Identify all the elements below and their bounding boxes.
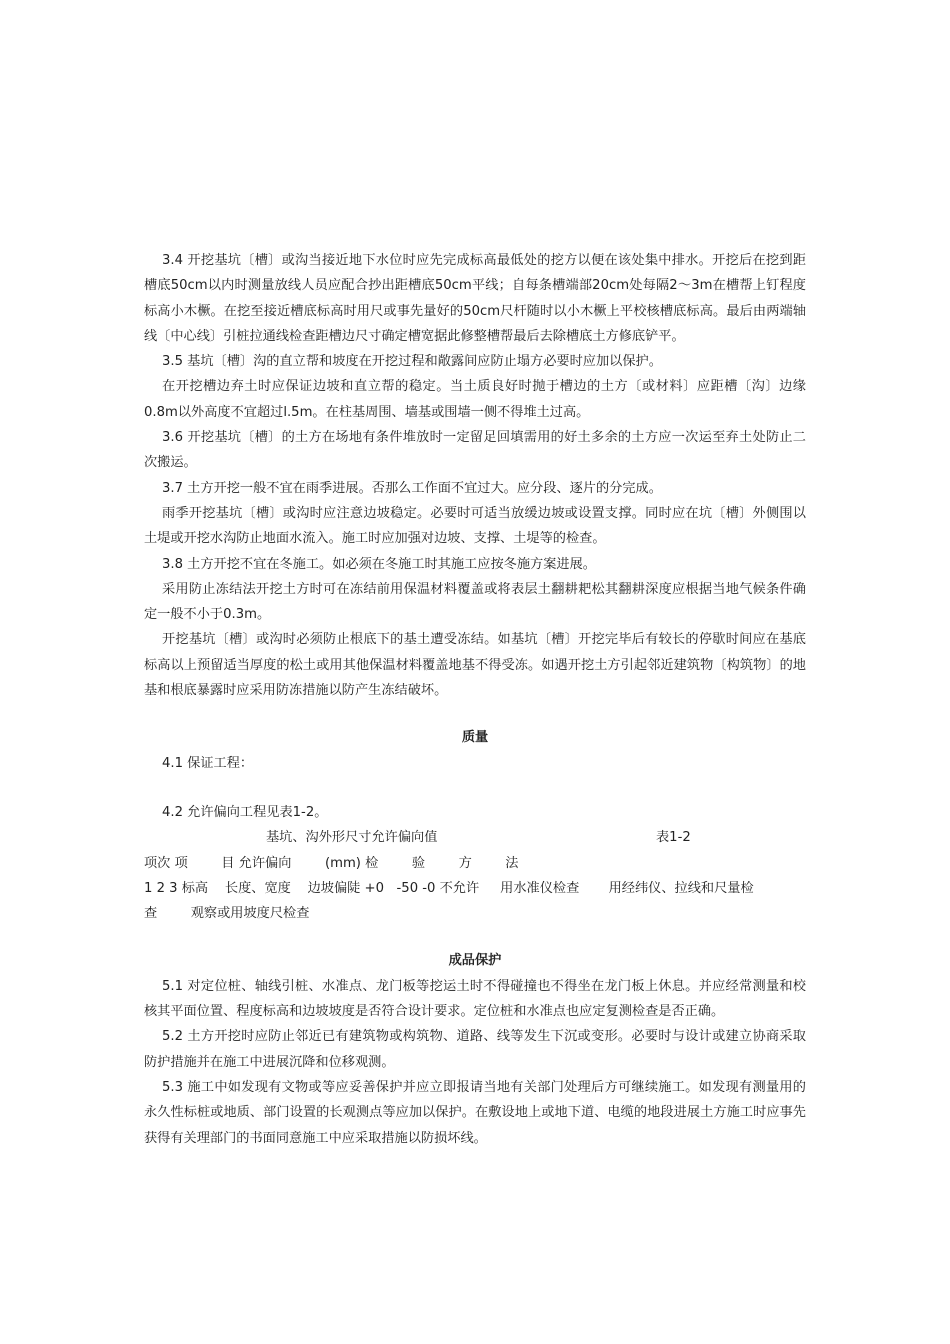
paragraph-3-4: 3.4 开挖基坑〔槽〕或沟当接近地下水位时应先完成标高最低处的挖方以便在该处集中排水。开挖后在挖到距槽底50cm以内时测量放线人员应配合抄出距槽底50cm平线；自每条槽端部20cm处每隔2～3m在槽帮上钉程度标高小木橛。在挖至接近槽底标高时用尺或事先量好的50cm尺杆随时以小木橛上平校核槽底标高。最后由两端轴线〔中心线〕引桩拉通线检查距槽边尺寸确定槽宽据此修整槽帮最后去除槽底土方修底铲平。 [144,253,806,344]
paragraph-3-5: 3.5 基坑〔槽〕沟的直立帮和坡度在开挖过程和敞露间应防止塌方必要时应加以保护。 [162,354,662,370]
paragraph-5-3: 5.3 施工中如发现有文物或等应妥善保护并应立即报请当地有关部门处理后方可继续施工。如发现有测量用的永久性标桩或地质、部门设置的长观测点等应加以保护。在敷设地上或地下道、电缆的地段进展土方施工时应事先获得有关理部门的书面同意施工中应采取措施以防损坏线。 [144,1079,806,1146]
paragraph-5-2: 5.2 土方开挖时应防止邻近已有建筑物或构筑物、道路、线等发生下沉或变形。必要时与设计或建立协商采取防护措施并在施工中进展沉降和位移观测。 [144,1029,806,1070]
table-number: 表1-2 [656,830,691,846]
paragraph-3-8-foundation: 开挖基坑〔槽〕或沟时必须防止根底下的基土遭受冻结。如基坑〔槽〕开挖完毕后有较长的停歇时间应在基底标高以上预留适当厚度的松土或用其他保温材料覆盖地基不得受冻。如遇开挖土方引起邻近建筑物〔构筑物〕的地基和根底暴露时应采用防冻措施以防产生冻结破坏。 [144,632,806,699]
spacer [144,776,806,800]
table-row: 查 观察或用坡度尺检查 [144,906,310,922]
section-heading-quality: 质量 [461,730,489,746]
paragraph-3-5-soil: 在开挖槽边弃土时应保证边坡和直立帮的稳定。当土质良好时抛于槽边的土方〔或材料〕应距槽〔沟〕边缘0.8m以外高度不宜超过l.5m。在柱基周围、墙基或围墙一侧不得堆土过高。 [144,379,806,420]
table-header-row: 项次 项 目 允许偏向 (mm) 检 验 方 法 [144,855,519,871]
paragraph-3-8: 3.8 土方开挖不宜在冬施工。如必须在冬施工时其施工应按冬施方案进展。 [162,556,596,572]
table-caption: 基坑、沟外形尺寸允许偏向值 [266,830,438,846]
spacer [144,926,806,948]
paragraph-5-1: 5.1 对定位桩、轴线引桩、水准点、龙门板等挖运土时不得碰撞也不得坐在龙门板上休息。并应经常测量和校核其平面位置、程度标高和边坡坡度是否符合设计要求。定位桩和水准点也应定复测检查是否正确。 [144,978,806,1020]
table-title-row [144,825,806,850]
paragraph-4-1: 4.1 保证工程： [162,755,254,771]
paragraph-3-7: 3.7 土方开挖一般不宜在雨季进展。否那么工作面不宜过大。应分段、逐片的分完成。 [162,480,662,496]
paragraph-3-7-rain: 雨季开挖基坑〔槽〕或沟时应注意边坡稳定。必要时可适当放缓边坡或设置支撑。同时应在坑〔槽〕外侧围以土堤或开挖水沟防止地面水流入。施工时应加强对边坡、支撑、土堤等的检查。 [144,505,806,547]
section-heading-protection: 成品保护 [448,953,502,969]
paragraph-4-2: 4.2 允许偏向工程见表1-2。 [162,804,328,820]
paragraph-3-6: 3.6 开挖基坑〔槽〕的土方在场地有条件堆放时一定留足回填需用的好土多余的土方应一次运至弃土处防止二次搬运。 [144,430,806,471]
paragraph-3-8-freeze: 采用防止冻结法开挖土方时可在冻结前用保温材料覆盖或将表层土翻耕耙松其翻耕深度应根据当地气候条件确定一般不小于0.3m。 [144,581,806,623]
spacer [144,703,806,725]
table-row: 1 2 3 标高 长度、宽度 边坡偏陡 +0 -50 -0 不允许 用水准仪检查 用经纬仪、拉线和尺量检 [144,880,754,896]
document-body [144,248,806,1151]
